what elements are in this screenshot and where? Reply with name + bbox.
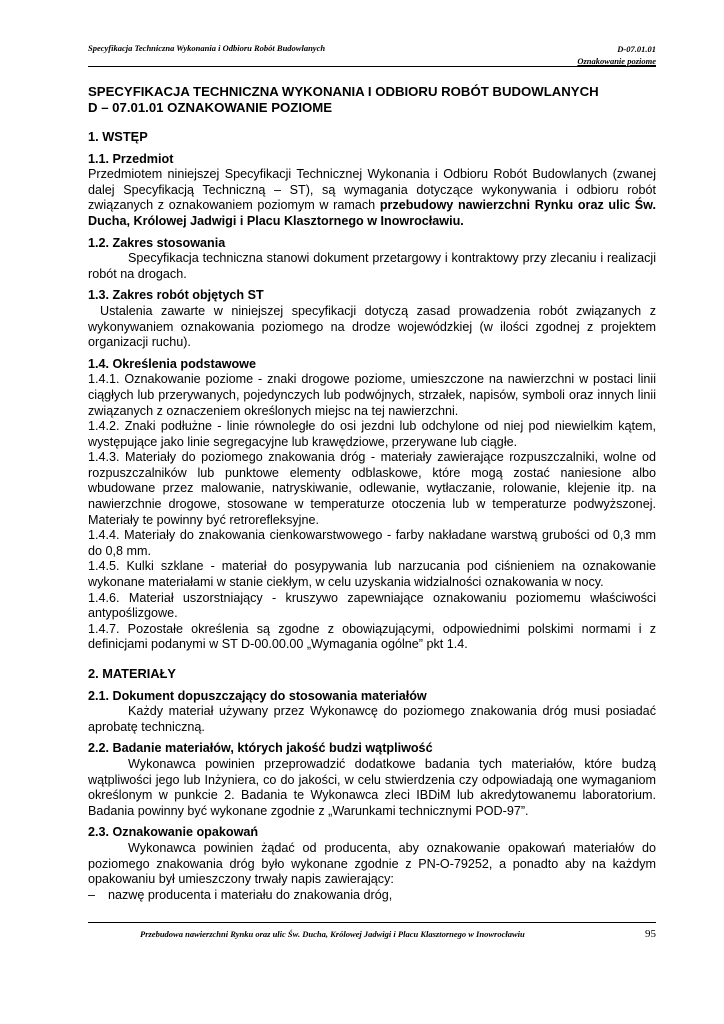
section-2-3-heading: 2.3. Oznakowanie opakowań bbox=[88, 825, 259, 840]
page-number: 95 bbox=[645, 928, 656, 940]
section-2-heading: 2. MATERIAŁY bbox=[88, 666, 176, 681]
definition-1-4-7: 1.4.7. Pozostałe określenia są zgodne z obowiązującymi, odpowiednimi polskimi normami i z definicjami podanymi w ST D-00.00.00 „Wymagania ogólne” pkt 1.4. bbox=[88, 621, 656, 652]
definition-1-4-2: 1.4.2. Znaki podłużne - linie równoległe do osi jezdni lub odchylone od niej pod niewielkim kątem, występujące jako linie segregacyjne lub krawędziowe, przerywane lub ciągłe. bbox=[88, 419, 656, 449]
footer-divider bbox=[88, 922, 656, 923]
packaging-requirements-list bbox=[88, 888, 656, 904]
spec-code: D-07.01.01 bbox=[617, 44, 656, 54]
definition-1-4-6: 1.4.6. Materiał uszorstniający - kruszywo zapewniające oznakowaniu poziomemu właściwości antypoślizgowe. bbox=[88, 590, 656, 621]
section-1-2-heading: 1.2. Zakres stosowania bbox=[88, 235, 226, 250]
running-header-code bbox=[577, 43, 656, 67]
header-divider bbox=[88, 66, 656, 67]
section-2-1-heading: 2.1. Dokument dopuszczający do stosowania materiałów bbox=[88, 688, 427, 703]
definition-1-4-4: 1.4.4. Materiały do znakowania cienkowarstwowego - farby nakładane warstwą grubości od 0,3 mm do 0,8 mm. bbox=[88, 528, 656, 558]
section-2-1-text: Każdy materiał używany przez Wykonawcę do poziomego znakowania dróg musi posiadać aprobatę techniczną. bbox=[88, 704, 656, 734]
running-footer-project: Przebudowa nawierzchni Rynku oraz ulic Św. Ducha, Królowej Jadwigi i Placu Klasztornego w Inowrocławiu bbox=[140, 929, 525, 939]
spec-subject: Oznakowanie poziome bbox=[577, 56, 656, 66]
definition-1-4-5: 1.4.5. Kulki szklane - materiał do posypywania lub narzucania pod ciśnieniem na oznakowanie wykonane materiałami w stanie ciekłym, w celu uzyskania widzialności oznakowania w nocy. bbox=[88, 559, 656, 590]
section-2-3-text: Wykonawca powinien żądać od producenta, aby oznakowanie opakowań materiałów do poziomego znakowania dróg było wykonane zgodnie z PN-O-79252, a ponadto aby na każdym opakowaniu był umieszczony trwały napis zawierający: bbox=[88, 840, 656, 887]
document-body bbox=[88, 84, 656, 903]
section-2-2-heading: 2.2. Badanie materiałów, których jakość budzi wątpliwość bbox=[88, 741, 433, 756]
definition-1-4-1: 1.4.1. Oznakowanie poziome - znaki drogowe poziome, umieszczone na nawierzchni w postaci linii ciągłych lub przerywanych, pojedynczych lub podwójnych, strzałek, napisów, symboli oraz innych linii związanych z oznaczeniem określonych miejsc na tej nawierzchni. bbox=[88, 372, 656, 418]
section-1-3-heading: 1.3. Zakres robót objętych ST bbox=[88, 288, 264, 303]
list-item: – nazwę producenta i materiału do znakowania dróg, bbox=[88, 888, 656, 904]
section-2-2-text: Wykonawca powinien przeprowadzić dodatkowe badania tych materiałów, które budzą wątpliwości jego lub Inżyniera, co do jakości, w celu stwierdzenia czy odpowiadają one wymaganiom określonym w punkcie 2. Badania te Wykonawca zleci IBDiM lub akredytowanemu laboratorium. Badania powinny być wykonane zgodnie z „Warunkami technicznymi POD-97”. bbox=[88, 756, 656, 818]
section-1-3-text: Ustalenia zawarte w niniejszej specyfikacji dotyczą zasad prowadzenia robót związanych z wykonywaniem oznakowania poziomego na drodze wojewódzkiej (w ilości zgodnej z projektem organizacji ruchu). bbox=[88, 303, 656, 350]
running-header-title: Specyfikacja Techniczna Wykonania i Odbioru Robót Budowlanych bbox=[88, 43, 326, 53]
section-1-1-project-name: przebudowy nawierzchni Rynku oraz ulic Św. Ducha, Królowej Jadwigi i Placu Klasztornego w Inowrocławiu. bbox=[88, 198, 656, 228]
section-1-4-heading: 1.4. Określenia podstawowe bbox=[88, 356, 256, 371]
section-1-1-body: Przedmiotem niniejszej Specyfikacji Technicznej Wykonania i Odbioru Robót Budowlanych (zwanej dalej Specyfikacją Techniczną – ST), są wymagania dotyczące wykonywania i odbioru robót związanych z oznakowaniem poziomym w ramach bbox=[88, 167, 656, 213]
section-1-1-heading: 1.1. Przedmiot bbox=[88, 151, 174, 166]
document-title-line2: D – 07.01.01 OZNAKOWANIE POZIOME bbox=[88, 100, 333, 115]
section-1-1-text bbox=[88, 167, 656, 229]
definition-1-4-3: 1.4.3. Materiały do poziomego znakowania dróg - materiały zawierające rozpuszczalniki, wolne od rozpuszczalników lub punktowe elementy odblaskowe, które mogą zostać naniesione albo wbudowane przez malowanie, natryskiwanie, odlewanie, wytłaczanie, rolowanie, klejenie itp. na nawierzchnie drogowe, stosowane w temperaturze otoczenia lub w temperaturze podwyższonej. Materiały te powinny być retrorefleksyjne. bbox=[88, 450, 656, 527]
section-1-heading: 1. WSTĘP bbox=[88, 129, 148, 144]
section-1-2-text: Specyfikacja techniczna stanowi dokument przetargowy i kontraktowy przy zlecaniu i realizacji robót na drogach. bbox=[88, 251, 656, 281]
document-title-line1: SPECYFIKACJA TECHNICZNA WYKONANIA I ODBIORU ROBÓT BUDOWLANYCH bbox=[88, 84, 599, 99]
